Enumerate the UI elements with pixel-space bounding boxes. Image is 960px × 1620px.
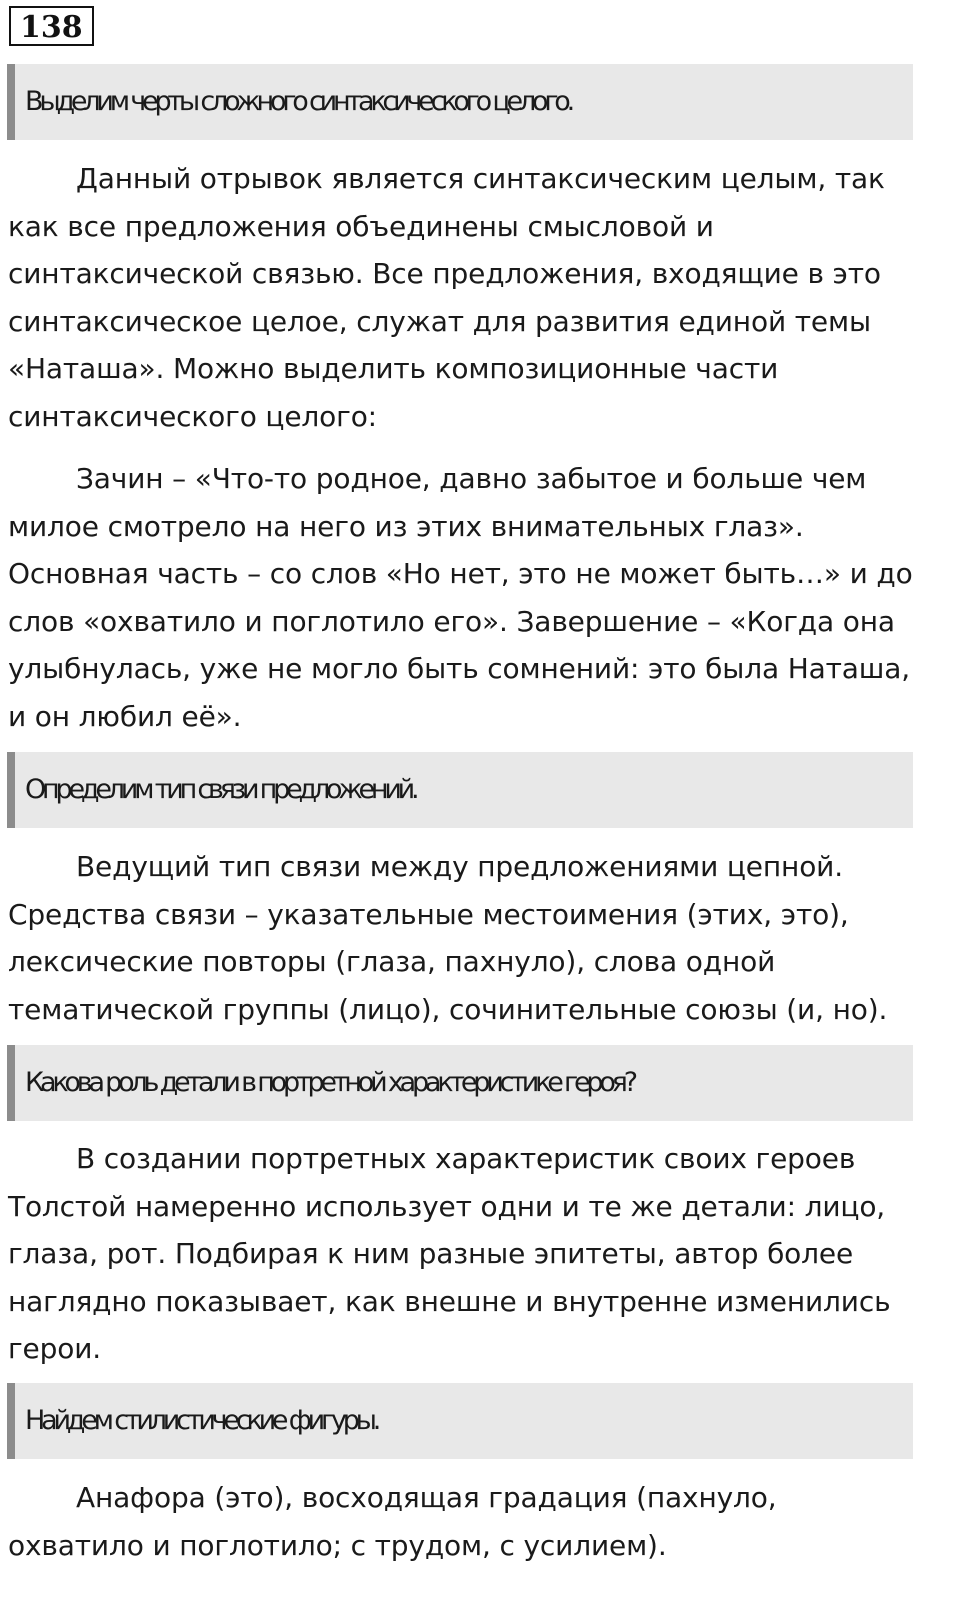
question-heading-2: Определим тип связи предложений.	[7, 752, 913, 828]
answer-paragraph-2	[8, 455, 923, 740]
paragraph-line: синтаксической связью. Все предложения, входящие в это	[8, 257, 881, 290]
paragraph-line: глаза, рот. Подбирая к ним разные эпитеты, автор более	[8, 1237, 854, 1270]
paragraph-line: слов «охватило и поглотило его». Завершение – «Когда она	[8, 604, 895, 638]
question-heading-1: Выделим черты сложного синтаксического целого.	[7, 64, 913, 140]
answer-paragraph-1	[8, 155, 923, 440]
paragraph-line: и он любил её».	[8, 699, 242, 733]
answer-paragraph-4	[8, 1135, 923, 1373]
answer-paragraph-5	[8, 1474, 923, 1569]
paragraph-line: Зачин – «Что-то родное, давно забытое и больше чем	[76, 462, 867, 495]
answer-paragraph-3	[8, 843, 923, 1033]
paragraph-line: Основная часть – со слов «Но нет, это не может быть…» и до	[8, 557, 913, 590]
paragraph-line: Данный отрывок является синтаксическим целым, так	[76, 162, 885, 195]
question-heading-4: Найдем стилистические фигуры.	[7, 1383, 913, 1459]
paragraph-line: наглядно показывает, как внешне и внутренне изменились	[8, 1284, 891, 1318]
paragraph-line: В создании портретных характеристик своих героев	[76, 1142, 856, 1175]
paragraph-line: Толстой намеренно использует одни и те же детали: лицо,	[8, 1189, 886, 1223]
paragraph-line: как все предложения объединены смысловой и	[8, 209, 714, 243]
paragraph-line: тематической группы (лицо), сочинительные союзы (и, но).	[8, 992, 888, 1026]
paragraph-line: охватило и поглотило; с трудом, с усилием).	[8, 1528, 667, 1562]
paragraph-line: синтаксического целого:	[8, 399, 377, 433]
paragraph-line: «Наташа». Можно выделить композиционные части	[8, 352, 779, 385]
paragraph-line: Ведущий тип связи между предложениями цепной.	[76, 850, 843, 883]
paragraph-line: синтаксическое целое, служат для развития единой темы	[8, 304, 871, 338]
paragraph-line: Средства связи – указательные местоимения (этих, это),	[8, 897, 849, 931]
task-number-badge: 138	[9, 6, 94, 46]
paragraph-line: лексические повторы (глаза, пахнуло), слова одной	[8, 945, 776, 978]
paragraph-line: улыбнулась, уже не могло быть сомнений: это была Наташа,	[8, 652, 911, 685]
question-heading-3: Какова роль детали в портретной характеристике героя?	[7, 1045, 913, 1121]
paragraph-line: Анафора (это), восходящая градация (пахнуло,	[76, 1481, 777, 1514]
paragraph-line: милое смотрело на него из этих внимательных глаз».	[8, 509, 804, 543]
paragraph-line: герои.	[8, 1332, 102, 1365]
